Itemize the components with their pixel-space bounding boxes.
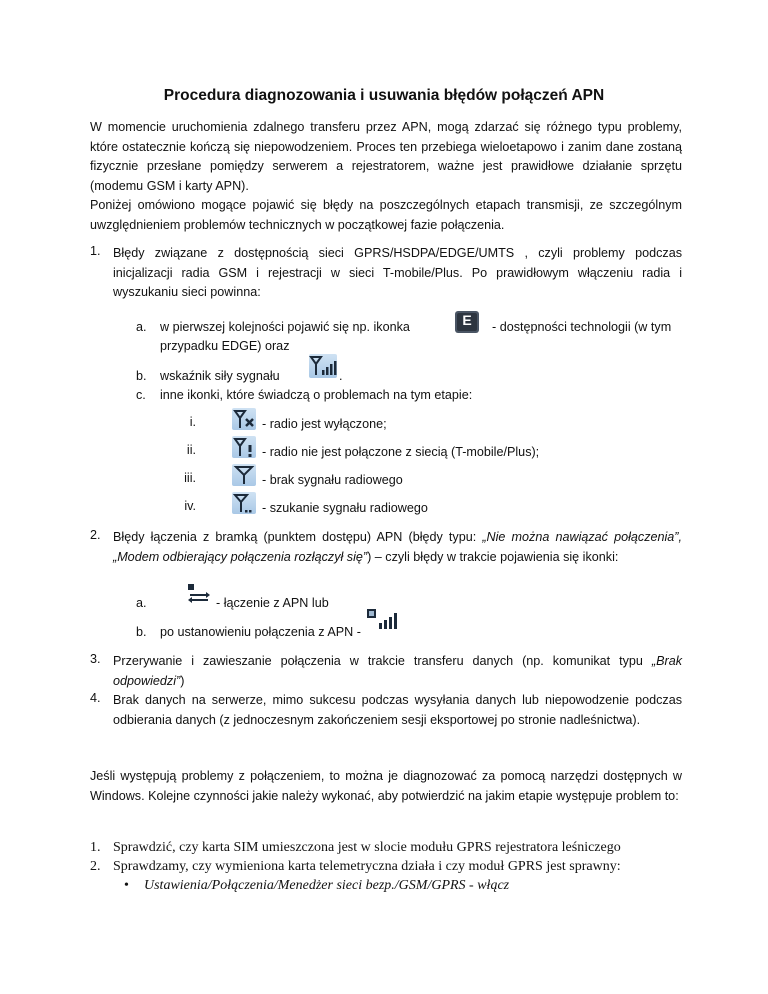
intro-text-1: W momencie uruchomienia zdalnego transferu przez APN, mogą zdarzać się różnego typu problemy, które ostatecznie kończą się niepowodzeniem. Proces ten przebiega wieloetapowo i zanim dane zostaną fizycznie przesłane pomiędzy serwerem a rejestratorem, ważne jest prawidłowe działanie sprzętu (modemu GSM i karty APN). (90, 120, 682, 193)
list-number-3: 3. (90, 652, 101, 666)
bullet-symbol: • (124, 878, 129, 893)
item2-subitem-b-text: po ustanowieniu połączenia z APN - (160, 625, 361, 639)
subitem-c-text: inne ikonki, które świadczą o problemach na tym etapie: (160, 388, 473, 402)
subitem-b-text: wskaźnik siły sygnału (160, 369, 280, 383)
list-number-4: 4. (90, 691, 101, 705)
list-item-1-text: Błędy związane z dostępnością sieci GPRS/HSDPA/EDGE/UMTS , czyli problemy podczas inicjalizacji radia GSM i rejestracji w sieci T-mobile/Plus. Po prawidłowym włączeniu radia i wyszukaniu sieci powinna: (113, 246, 682, 299)
item3-italic: „Brak odpowiedzi” (113, 654, 682, 688)
signal-strength-icon (309, 354, 337, 378)
roman-ii-label: ii. (186, 443, 196, 457)
step-text-1: Sprawdzić, czy karta SIM umieszczona jest w slocie modułu GPRS rejestratora leśniczego (113, 840, 621, 855)
subitem-a-text-2: - dostępności technologii (w tym (492, 320, 672, 334)
bullet-text: Ustawienia/Połączenia/Menedżer sieci bezp./GSM/GPRS - włącz (144, 878, 510, 893)
page-title: Procedura diagnozowania i usuwania błędów połączeń APN (163, 87, 605, 104)
list-item-3-text (113, 652, 682, 691)
step-text-2: Sprawdzamy, czy wymieniona karta telemetryczna działa i czy moduł GPRS jest sprawny: (113, 859, 621, 874)
subitem-b-end: . (339, 369, 343, 383)
antenna-no-network-icon (232, 436, 256, 458)
edge-icon (454, 310, 480, 334)
subitem-a-text: w pierwszej kolejności pojawić się np. ikonka (160, 320, 410, 334)
windows-paragraph: Jeśli występują problemy z połączeniem, to można je diagnozować za pomocą narzędzi dostępnych w Windows. Kolejne czynności jakie należy wykonać, aby potwierdzić na jakim etapie występuje problem to: (90, 769, 682, 803)
roman-i-text: - radio jest wyłączone; (262, 417, 387, 431)
roman-iv-label: iv. (184, 499, 196, 513)
item2-italic: „Nie można nawiązać połączenia”, „Modem odbierający połączenia rozłączył się” (113, 530, 682, 564)
antenna-off-icon (232, 408, 256, 430)
list-item-2-text (113, 528, 682, 567)
roman-iii-label: iii. (184, 471, 196, 485)
edge-letter: E (462, 312, 472, 328)
roman-ii-text: - radio nie jest połączone z siecią (T-mobile/Plus); (262, 445, 540, 459)
roman-i-label: i. (189, 415, 196, 429)
item2-text-post: ) – czyli błędy w trakcie pojawienia się ikonki: (367, 549, 619, 564)
item2-subitem-a-text: - łączenie z APN lub (216, 596, 329, 610)
item3-text-pre: Przerywanie i zawieszanie połączenia w trakcie transferu danych (np. komunikat typu (113, 654, 652, 668)
list-number-1: 1. (90, 244, 101, 258)
item2-subitem-a-label: a. (136, 596, 147, 610)
item2-text-pre: Błędy łączenia z bramką (punktem dostępu) APN (błędy typu: (113, 530, 483, 544)
roman-iv-text: - szukanie sygnału radiowego (262, 501, 428, 515)
roman-iii-text: - brak sygnału radiowego (262, 473, 403, 487)
subitem-a-text-3: przypadku EDGE) oraz (160, 339, 290, 353)
item2-subitem-b-label: b. (136, 625, 147, 639)
intro-text-2: Poniżej omówiono mogące pojawić się błędy na poszczególnych etapach transmisji, ze szczególnym uwzględnieniem problemów technicznych w początkowej fazie połączenia. (90, 198, 682, 232)
list-item-4-text: Brak danych na serwerze, mimo sukcesu podczas wysyłania danych lub niepowodzenie podczas odbierania danych (z jednoczesnym zakończeniem sesji eksportowej po stronie nadleśnictwa). (113, 693, 682, 727)
list-number-2: 2. (90, 528, 101, 542)
step-number-2: 2. (90, 859, 101, 874)
apn-connecting-icon (186, 583, 212, 605)
antenna-no-signal-icon (232, 464, 256, 486)
intro-paragraph (90, 118, 682, 235)
step-number-1: 1. (90, 840, 101, 855)
item3-text-post: ) (180, 673, 185, 688)
apn-connected-icon (366, 607, 400, 631)
subitem-b-label: b. (136, 369, 147, 383)
subitem-a-label: a. (136, 320, 147, 334)
subitem-c-label: c. (136, 388, 146, 402)
antenna-searching-icon (232, 492, 256, 514)
